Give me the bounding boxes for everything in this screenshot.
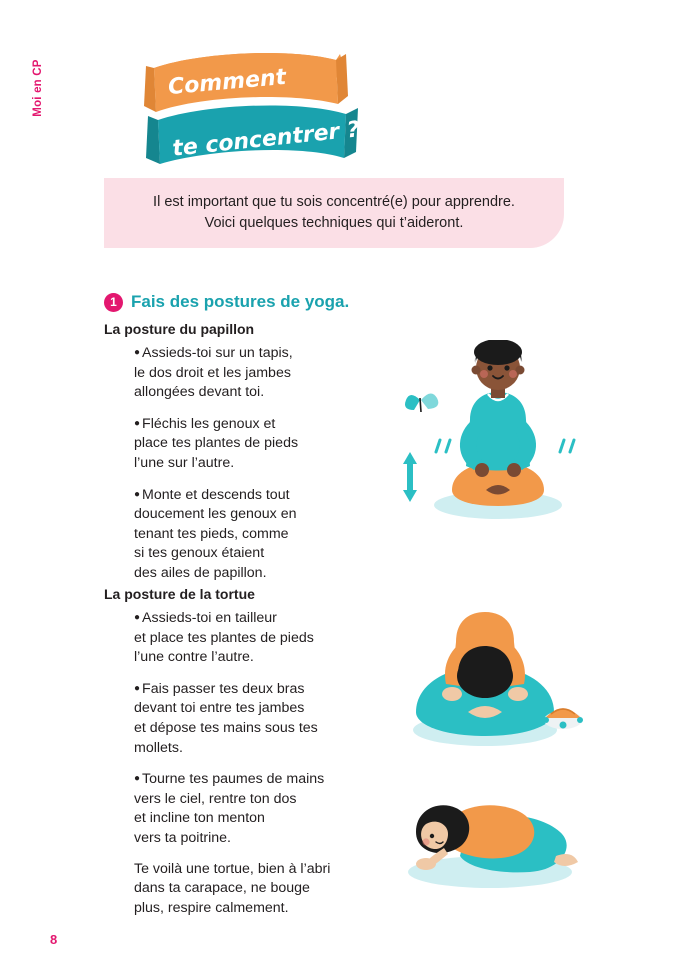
paragraph-line: l’une contre l’autre. <box>134 649 254 666</box>
subtitle-butterfly: La posture du papillon <box>104 321 255 337</box>
banner-line-2: te concentrer ? <box>171 117 361 162</box>
paragraph-line: et place tes plantes de pieds <box>134 629 314 646</box>
paragraph-line: le dos droit et les jambes <box>134 364 291 381</box>
paragraph-line: Monte et descends tout <box>142 486 290 503</box>
paragraph-line: des ailes de papillon. <box>134 564 267 581</box>
intro-line-1: Il est important que tu sois concentré(e) pour apprendre. <box>153 194 515 210</box>
intro-line-2: Voici quelques techniques qui t’aideront. <box>204 215 464 231</box>
paragraph-line: tenant tes pieds, comme <box>134 525 289 542</box>
paragraph-line: Assieds-toi sur un tapis, <box>142 345 293 361</box>
paragraph <box>134 485 364 584</box>
paragraph-line: Assieds-toi en tailleur <box>142 610 277 626</box>
intro-box <box>104 178 564 248</box>
updown-arrow-icon <box>403 452 417 502</box>
paragraph-line: doucement les genoux en <box>134 506 297 523</box>
paragraph-line: Fléchis les genoux et <box>142 415 276 432</box>
paragraph-line: l’une sur l’autre. <box>134 454 235 471</box>
bullet-dot-icon: ● <box>134 347 141 358</box>
bullet-dot-icon: ● <box>134 488 141 500</box>
side-tab-label: Moi en CP <box>32 59 44 117</box>
text-column-turtle <box>134 608 364 929</box>
paragraph-line: dans ta carapace, ne bouge <box>134 880 310 897</box>
paragraph-line: vers ta poitrine. <box>134 829 231 846</box>
section-title: Fais des postures de yoga. <box>131 292 350 311</box>
illustration-turtle-pose-side <box>390 770 590 905</box>
paragraph-line: vers le ciel, rentre ton dos <box>134 790 297 807</box>
illustration-butterfly-pose <box>390 340 590 545</box>
paragraph-line: place tes plantes de pieds <box>134 435 299 452</box>
butterfly-icon <box>405 393 438 412</box>
section-heading <box>104 292 349 312</box>
bullet-dot-icon: ● <box>134 612 141 623</box>
section-number-badge: 1 <box>104 293 123 312</box>
section-side-tab <box>22 40 44 160</box>
paragraph-line: Fais passer tes deux bras <box>142 680 305 697</box>
paragraph <box>134 414 364 474</box>
paragraph-line: devant toi entre tes jambes <box>134 700 305 717</box>
title-banner <box>140 34 370 174</box>
paragraph-line: Tourne tes paumes de mains <box>142 771 325 788</box>
paragraph <box>134 343 364 403</box>
bullet-dot-icon: ● <box>134 773 141 785</box>
paragraph-line: et dépose tes mains sous tes <box>134 719 318 736</box>
paragraph-line: plus, respire calmement. <box>134 899 289 916</box>
text-column-butterfly <box>134 343 364 595</box>
bullet-dot-icon: ● <box>134 417 141 429</box>
subtitle-turtle: La posture de la tortue <box>104 586 255 602</box>
paragraph-line: mollets. <box>134 739 183 756</box>
paragraph-line: allongées devant toi. <box>134 384 265 401</box>
paragraph <box>134 860 364 919</box>
paragraph-line: si tes genoux étaient <box>134 545 265 562</box>
paragraph <box>134 679 364 758</box>
banner-line-1: Comment <box>167 64 288 101</box>
paragraph-line: et incline ton menton <box>134 810 265 827</box>
bullet-dot-icon: ● <box>134 682 141 694</box>
illustration-turtle-pose-front <box>400 600 590 770</box>
paragraph <box>134 608 364 668</box>
page-number: 8 <box>50 932 58 947</box>
paragraph <box>134 769 364 848</box>
paragraph-line: Te voilà une tortue, bien à l’abri <box>134 860 331 877</box>
